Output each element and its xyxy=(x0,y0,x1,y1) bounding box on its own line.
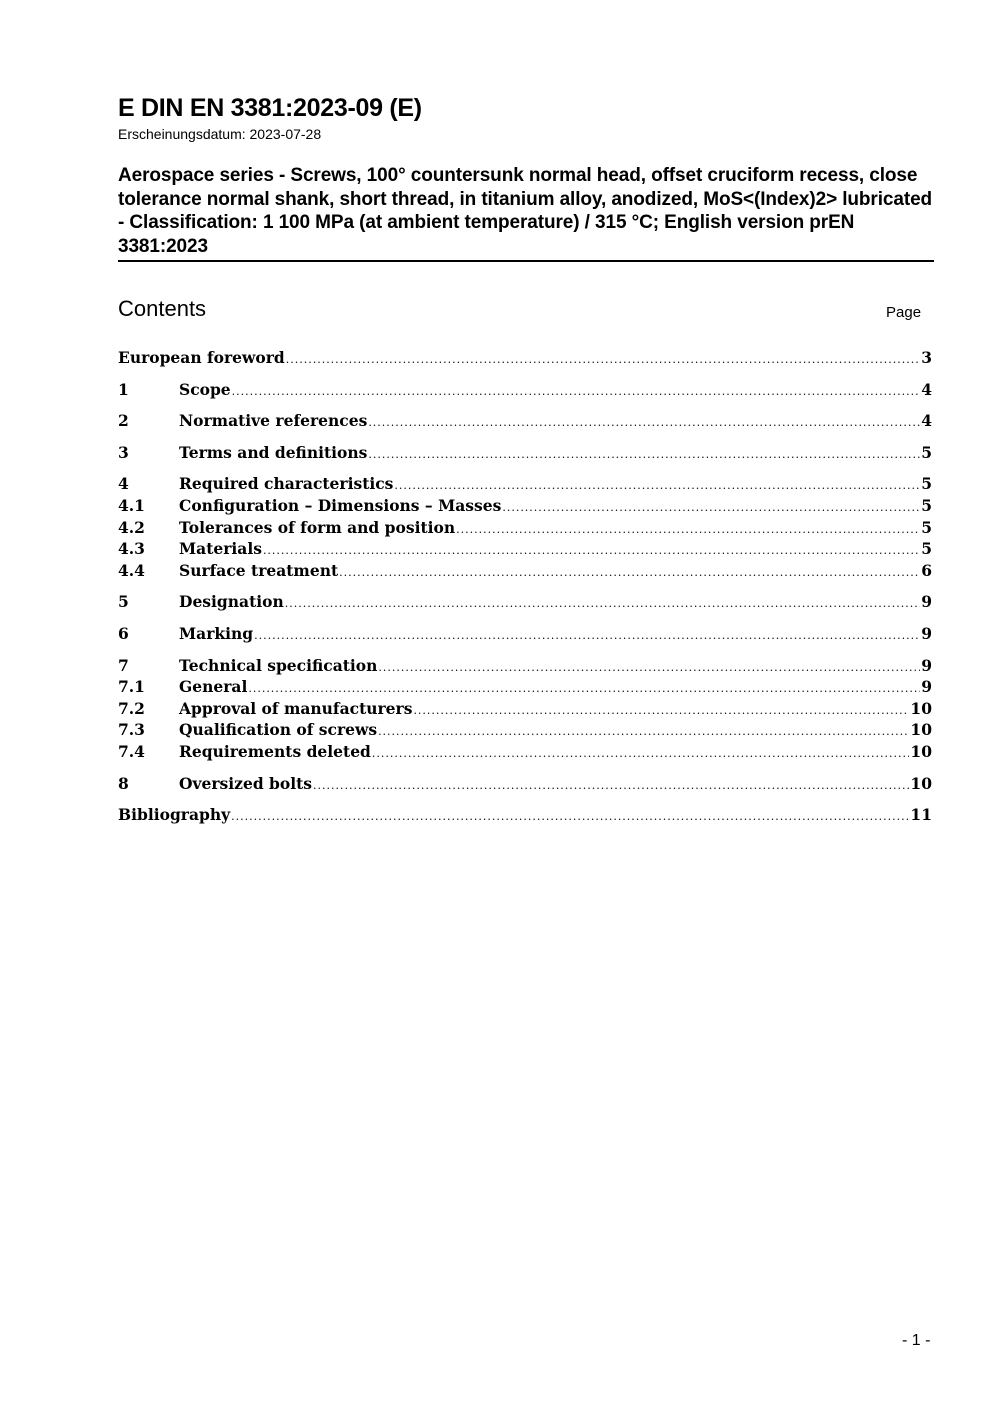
toc-entry-page: 9 xyxy=(921,623,932,643)
toc-entry-number: 6 xyxy=(118,623,129,643)
toc-entry[interactable] xyxy=(118,348,932,370)
toc-entry-number: 1 xyxy=(118,379,129,399)
toc-dot-leader xyxy=(286,353,920,366)
toc-entry[interactable] xyxy=(118,720,932,742)
contents-heading: Contents xyxy=(118,296,207,321)
toc-entry-title: Qualification of screws xyxy=(179,720,378,740)
toc-entry-number: 7.4 xyxy=(118,741,145,761)
toc-entry-number: 4.3 xyxy=(118,539,145,559)
toc-entry-title: Approval of manufacturers xyxy=(179,698,413,718)
toc-entry-page: 9 xyxy=(921,677,932,697)
toc-dot-leader xyxy=(231,810,909,823)
toc-entry-title: Surface treatment xyxy=(179,560,339,580)
toc-entry-number: 5 xyxy=(118,592,129,612)
toc-entry[interactable] xyxy=(118,699,932,721)
toc-entry-title: European foreword xyxy=(118,348,285,367)
toc-entry[interactable] xyxy=(118,443,932,465)
toc-entry[interactable] xyxy=(118,805,932,827)
toc-entry-page: 10 xyxy=(910,698,932,718)
toc-dot-leader xyxy=(456,523,920,536)
toc-entry[interactable] xyxy=(118,656,932,678)
toc-entry-title: Required characteristics xyxy=(179,474,394,494)
toc-entry[interactable] xyxy=(118,411,932,433)
toc-entry-title: Normative references xyxy=(179,411,368,431)
toc-entry[interactable] xyxy=(118,624,932,646)
table-of-contents xyxy=(118,348,932,827)
toc-entry-page: 5 xyxy=(921,442,932,462)
toc-entry-page: 3 xyxy=(921,348,932,367)
toc-entry[interactable] xyxy=(118,474,932,496)
toc-entry-number: 4 xyxy=(118,474,129,494)
toc-entry-number: 4.2 xyxy=(118,517,145,537)
toc-entry-title: Configuration – Dimensions – Masses xyxy=(179,495,502,515)
toc-entry[interactable] xyxy=(118,518,932,540)
toc-entry-page: 10 xyxy=(910,773,932,793)
toc-entry[interactable] xyxy=(118,561,932,583)
toc-entry-number: 4.1 xyxy=(118,495,145,515)
toc-dot-leader xyxy=(368,448,920,461)
toc-dot-leader xyxy=(378,725,909,738)
toc-entry-number: 4.4 xyxy=(118,560,145,580)
toc-entry-title: Designation xyxy=(179,592,284,612)
toc-entry[interactable] xyxy=(118,592,932,614)
toc-entry-title: Oversized bolts xyxy=(179,773,312,793)
publication-date: Erscheinungsdatum: 2023-07-28 xyxy=(118,126,322,142)
toc-entry-page: 4 xyxy=(921,379,932,399)
toc-entry-title: Marking xyxy=(179,623,254,643)
toc-entry[interactable] xyxy=(118,380,932,402)
toc-entry-title: Technical specification xyxy=(179,655,378,675)
toc-entry[interactable] xyxy=(118,496,932,518)
document-title: Aerospace series - Screws, 100° countersunk normal head, offset cruciform recess, close tolerance normal shank, short thread, in titanium alloy, anodized, MoS<(Index)2> lubricated - Classification: 1 100 MPa (at ambient temperature) / 315 °C; English version prEN 3381:2023 xyxy=(118,164,934,262)
toc-entry-number: 8 xyxy=(118,773,129,793)
toc-entry-page: 9 xyxy=(921,592,932,612)
toc-dot-leader xyxy=(502,501,920,514)
toc-entry-page: 11 xyxy=(910,805,932,825)
toc-dot-leader xyxy=(378,661,920,674)
toc-entry-number: 7.3 xyxy=(118,720,145,740)
toc-dot-leader xyxy=(248,682,920,695)
toc-dot-leader xyxy=(232,385,921,398)
toc-entry-title: Scope xyxy=(179,379,231,399)
toc-entry-title: Tolerances of form and position xyxy=(179,517,456,537)
toc-entry-page: 10 xyxy=(910,741,932,761)
page-number: - 1 - xyxy=(902,1332,931,1349)
toc-entry-number: 3 xyxy=(118,442,129,462)
toc-dot-leader xyxy=(263,544,920,557)
toc-entry-title: Requirements deleted xyxy=(179,741,371,761)
toc-dot-leader xyxy=(372,747,910,760)
toc-dot-leader xyxy=(254,629,920,642)
toc-entry[interactable] xyxy=(118,742,932,764)
toc-entry-page: 4 xyxy=(921,411,932,431)
toc-entry[interactable] xyxy=(118,677,932,699)
document-id: E DIN EN 3381:2023-09 (E) xyxy=(118,94,422,122)
toc-entry-number: 2 xyxy=(118,411,129,431)
toc-dot-leader xyxy=(313,779,909,792)
toc-dot-leader xyxy=(413,704,909,717)
toc-entry[interactable] xyxy=(118,539,932,561)
toc-dot-leader xyxy=(285,597,920,610)
toc-entry-title: Bibliography xyxy=(118,805,231,825)
page-column-label: Page xyxy=(886,304,922,321)
toc-entry-page: 10 xyxy=(910,720,932,740)
toc-entry-number: 7 xyxy=(118,655,129,675)
toc-entry-title: Terms and definitions xyxy=(179,442,368,462)
toc-entry-page: 5 xyxy=(921,517,932,537)
toc-entry-title: Materials xyxy=(179,539,262,559)
toc-dot-leader xyxy=(339,566,920,579)
toc-dot-leader xyxy=(394,479,920,492)
toc-entry-number: 7.2 xyxy=(118,698,145,718)
toc-entry-page: 5 xyxy=(921,495,932,515)
toc-entry-page: 9 xyxy=(921,655,932,675)
toc-dot-leader xyxy=(368,416,920,429)
toc-entry-number: 7.1 xyxy=(118,677,145,697)
toc-entry-title: General xyxy=(179,677,248,697)
toc-entry-page: 6 xyxy=(921,560,932,580)
toc-entry[interactable] xyxy=(118,774,932,796)
toc-entry-page: 5 xyxy=(921,474,932,494)
toc-entry-page: 5 xyxy=(921,539,932,559)
